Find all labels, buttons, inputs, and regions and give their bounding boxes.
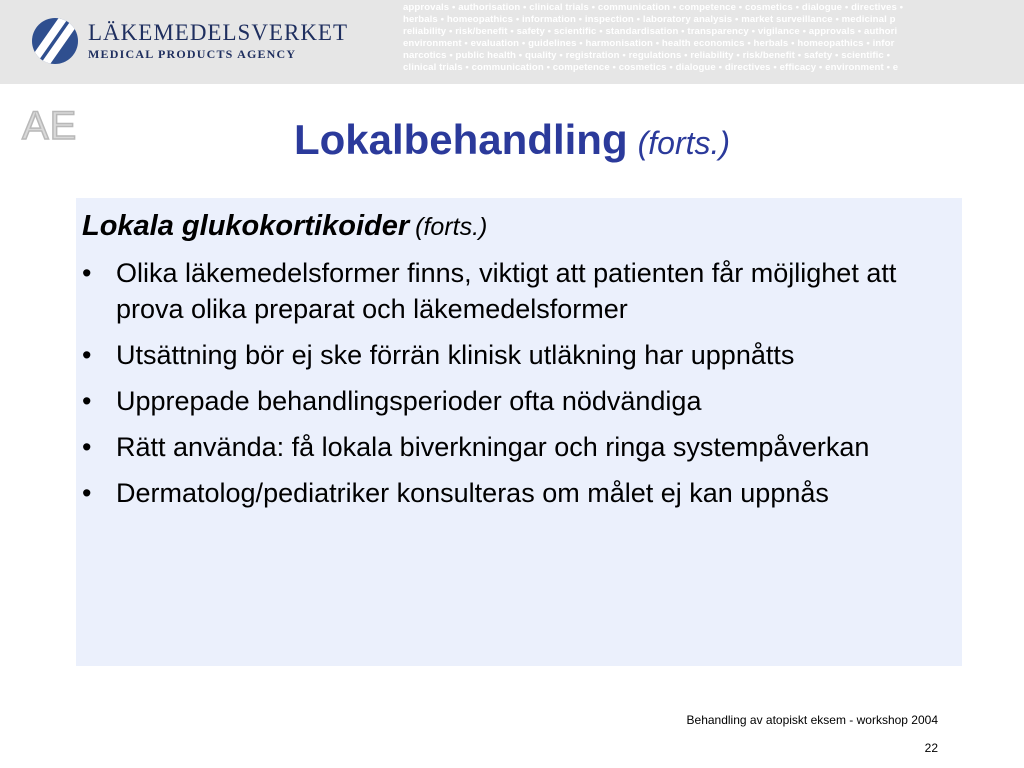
bullet-dot: • [82, 478, 92, 508]
footer-text: Behandling av atopiskt eksem - workshop 2004 [686, 713, 938, 727]
keyword-line: herbals • homeopathics • information • inspection • laboratory analysis • market surveillance • medicinal p [403, 14, 896, 25]
content-heading-main: Lokala glukokortikoider [82, 210, 410, 242]
bullet-item [82, 475, 962, 511]
agency-logo-text [88, 20, 348, 62]
slide-title [0, 116, 1024, 164]
slide-title-sub: (forts.) [637, 125, 731, 161]
bullet-item [82, 337, 962, 373]
keyword-line: environment • evaluation • guidelines • harmonisation • health economics • herbals • homeopathics • infor [403, 38, 895, 49]
content-box [76, 198, 962, 666]
bullet-item [82, 383, 962, 419]
keyword-line: narcotics • public health • quality • registration • regulations • reliability • risk/benefit • safety • scientific • [403, 50, 891, 61]
keyword-line: approvals • authorisation • clinical trials • communication • competence • cosmetics • dialogue • directives • [403, 2, 904, 13]
bullet-item [82, 429, 962, 465]
bullet-dot: • [82, 340, 92, 370]
logo-name: LÄKEMEDELSVERKET [88, 20, 349, 45]
bullet-dot: • [82, 432, 92, 462]
bullet-text: Olika läkemedelsformer finns, viktigt att patienten får möjlighet att prova olika preparat och läkemedelsformer [116, 258, 897, 324]
slide-title-main: Lokalbehandling [293, 116, 628, 163]
agency-logo-icon [32, 18, 78, 64]
bullet-text: Rätt använda: få lokala biverkningar och ringa systempåverkan [116, 432, 870, 462]
bullet-dot: • [82, 386, 92, 416]
content-heading-sub: (forts.) [415, 213, 488, 241]
bullet-text: Upprepade behandlingsperioder ofta nödvändiga [116, 386, 702, 416]
logo-subtitle: MEDICAL PRODUCTS AGENCY [88, 47, 297, 61]
bullet-dot: • [82, 258, 92, 288]
page-number: 22 [924, 741, 938, 755]
header-banner [0, 0, 1024, 84]
keyword-line: reliability • risk/benefit • safety • scientific • standardisation • transparency • vigilance • approvals • authori [403, 26, 898, 37]
bullet-text: Dermatolog/pediatriker konsulteras om målet ej kan uppnås [116, 478, 829, 508]
bullet-list [82, 255, 962, 511]
bullet-item [82, 255, 962, 327]
keywords-banner [403, 2, 1024, 74]
ae-watermark: AE [22, 104, 78, 148]
keyword-line: clinical trials • communication • competence • cosmetics • dialogue • directives • efficacy • environment • e [403, 62, 899, 73]
content-heading [82, 208, 962, 245]
bullet-text: Utsättning bör ej ske förrän klinisk utläkning har uppnåtts [116, 340, 795, 370]
